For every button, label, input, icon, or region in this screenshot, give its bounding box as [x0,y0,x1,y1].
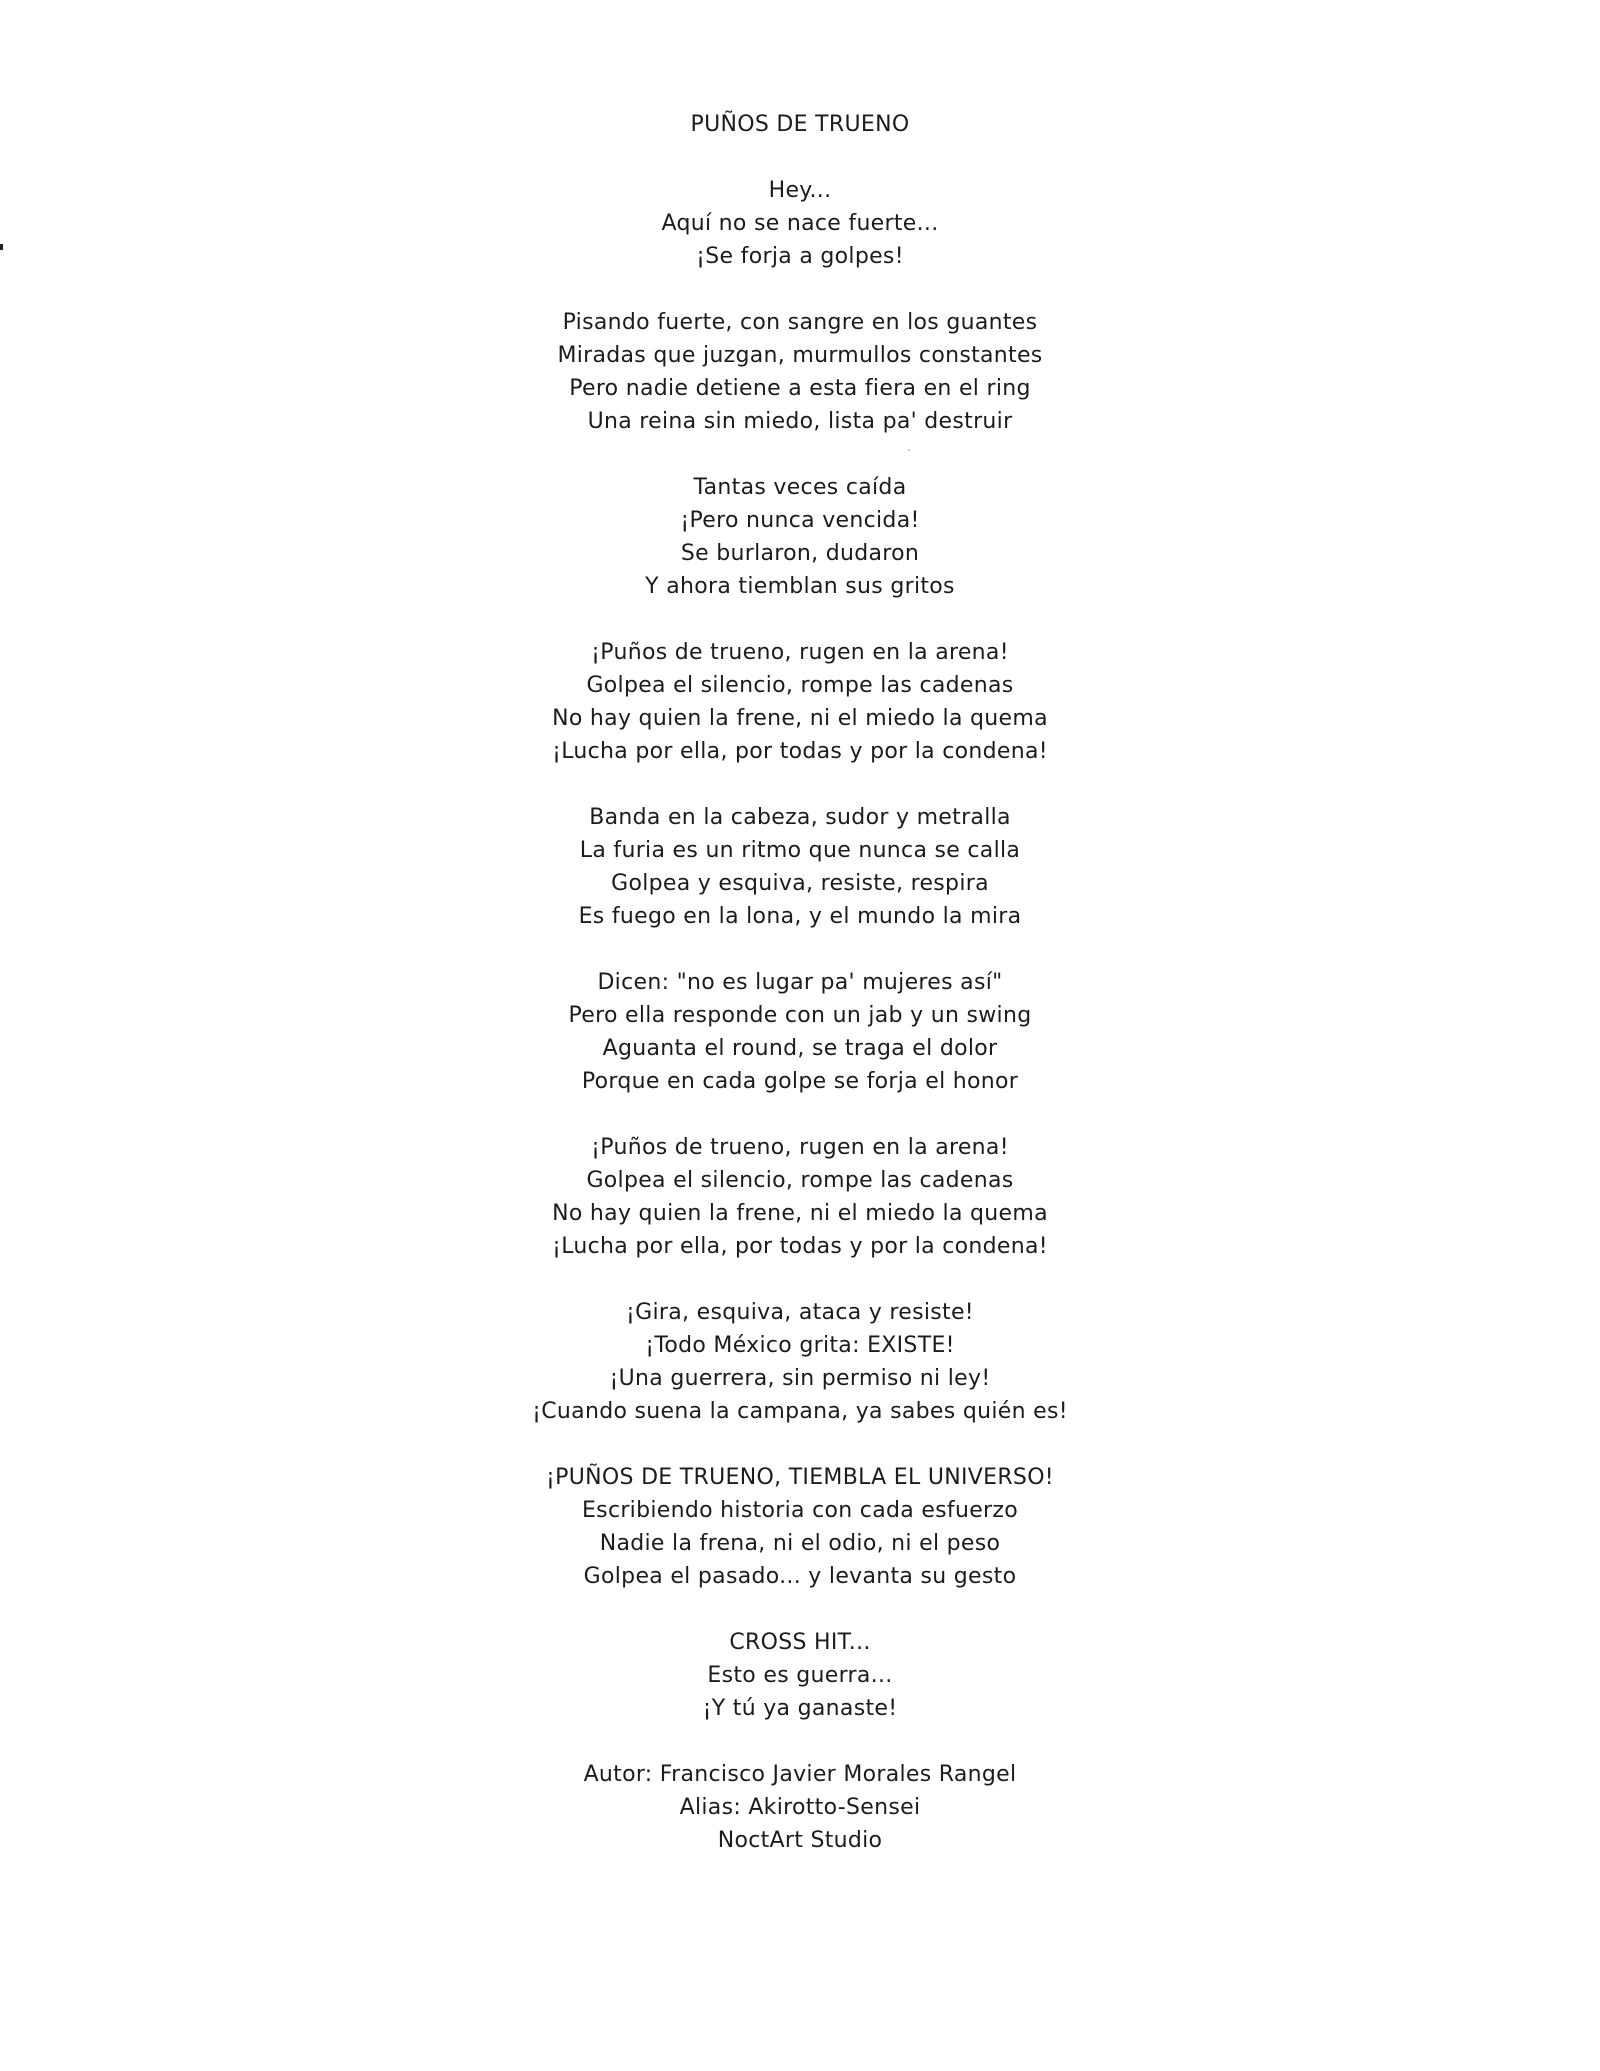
poem-line: ¡Todo México grita: EXISTE! [645,1333,955,1358]
alias-credit: Alias: Akirotto-Sensei [679,1795,921,1820]
poem-line: Es fuego en la lona, y el mundo la mira [578,904,1022,929]
poem-line: La furia es un ritmo que nunca se calla [579,838,1021,863]
poem-line: ¡Se forja a golpes! [696,244,904,269]
poem-line: ¡Puños de trueno, rugen en la arena! [591,640,1009,665]
studio-credit: NoctArt Studio [717,1828,883,1853]
poem-line: Golpea el silencio, rompe las cadenas [586,673,1014,698]
credits [0,1758,1600,1857]
poem-line: ¡Lucha por ella, por todas y por la condena! [552,739,1048,764]
stanza-6 [0,966,1600,1098]
poem-line: Golpea el pasado... y levanta su gesto [583,1564,1017,1589]
poem-line: Y ahora tiemblan sus gritos [645,574,955,599]
poem [0,108,1600,1890]
poem-line: ¡Una guerrera, sin permiso ni ley! [609,1366,991,1391]
stanza-10-outro [0,1626,1600,1725]
poem-line: ¡Cuando suena la campana, ya sabes quién es! [532,1399,1068,1424]
poem-line: ¡Puños de trueno, rugen en la arena! [591,1135,1009,1160]
poem-line: No hay quien la frene, ni el miedo la quema [552,1201,1048,1226]
poem-line: Escribiendo historia con cada esfuerzo [581,1498,1018,1523]
stanza-1 [0,174,1600,273]
poem-line: Tantas veces caída [693,475,907,500]
poem-line: Dicen: "no es lugar pa' mujeres así" [597,970,1003,995]
poem-line: Porque en cada golpe se forja el honor [581,1069,1019,1094]
poem-line: Banda en la cabeza, sudor y metralla [589,805,1011,830]
poem-line: Miradas que juzgan, murmullos constantes [557,343,1043,368]
poem-line: ¡Gira, esquiva, ataca y resiste! [626,1300,974,1325]
stanza-2 [0,306,1600,438]
poem-line: Aguanta el round, se traga el dolor [602,1036,998,1061]
poem-line: ¡Lucha por ella, por todas y por la condena! [552,1234,1048,1259]
poem-line: Se burlaron, dudaron [680,541,920,566]
poem-line: Aquí no se nace fuerte... [661,211,939,236]
poem-line: Pero nadie detiene a esta fiera en el ring [569,376,1031,401]
stanza-4-chorus [0,636,1600,768]
poem-line: ¡Y tú ya ganaste! [702,1696,898,1721]
poem-line: Nadie la frena, ni el odio, ni el peso [599,1531,1001,1556]
poem-line: No hay quien la frene, ni el miedo la quema [552,706,1048,731]
poem-line: CROSS HIT... [729,1630,871,1655]
poem-line: Golpea y esquiva, resiste, respira [611,871,989,896]
poem-line: Esto es guerra... [707,1663,893,1688]
poem-line: Golpea el silencio, rompe las cadenas [586,1168,1014,1193]
stanza-8-bridge [0,1296,1600,1428]
stanza-3 [0,471,1600,603]
stanza-7-chorus [0,1131,1600,1263]
poem-line: ¡Pero nunca vencida! [680,508,920,533]
poem-line: Pisando fuerte, con sangre en los guantes [562,310,1038,335]
stanza-9-final-chorus [0,1461,1600,1593]
poem-line: Hey... [768,178,832,203]
author-credit: Autor: Francisco Javier Morales Rangel [583,1762,1017,1787]
poem-line: Pero ella responde con un jab y un swing [568,1003,1032,1028]
poem-line: Una reina sin miedo, lista pa' destruir [587,409,1013,434]
poem-line: ¡PUÑOS DE TRUENO, TIEMBLA EL UNIVERSO! [546,1465,1054,1490]
stanza-5 [0,801,1600,933]
poem-title: PUÑOS DE TRUENO [690,112,910,137]
